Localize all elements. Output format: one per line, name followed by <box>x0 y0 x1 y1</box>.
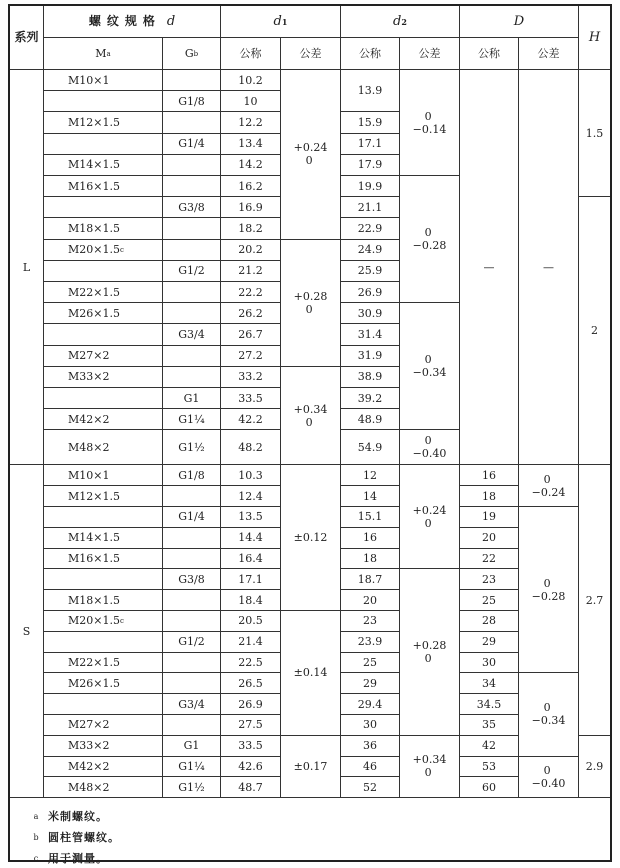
header-d2: d 2 <box>341 6 460 38</box>
d1-nominal-cell: 14.4 <box>221 528 281 549</box>
g-thread-cell <box>163 715 221 736</box>
D-nominal-cell: 18 <box>460 486 519 507</box>
d1-nominal-cell: 13.5 <box>221 507 281 528</box>
g-thread-cell: G1½ <box>163 430 221 465</box>
g-thread-cell: G1½ <box>163 777 221 798</box>
m-thread-value: M16×1.5 <box>68 551 120 565</box>
D-nominal-cell: 35 <box>460 715 519 736</box>
m-thread-cell <box>44 715 163 736</box>
D-tolerance-cell: — <box>519 70 579 465</box>
m-thread-cell <box>44 507 163 528</box>
g-thread-cell <box>163 653 221 674</box>
tolerance-stack <box>413 504 447 530</box>
D-nominal-cell: 34 <box>460 673 519 694</box>
D-nominal-cell: 19 <box>460 507 519 528</box>
d2-nominal-cell: 18.7 <box>341 569 400 590</box>
tolerance-upper: 0 <box>543 701 551 715</box>
g-thread-cell: G3/8 <box>163 569 221 590</box>
d2-nominal-cell: 52 <box>341 777 400 798</box>
m-thread-cell <box>44 176 163 197</box>
m-thread-cell <box>44 590 163 611</box>
m-thread-cell <box>44 134 163 155</box>
d2-nominal-cell: 30 <box>341 715 400 736</box>
d2-tolerance-cell <box>400 465 460 569</box>
H-cell: 2.9 <box>579 736 610 798</box>
tolerance-lower: 0 <box>424 652 432 666</box>
header-m-base: M <box>95 47 107 60</box>
footnote-item <box>10 848 610 868</box>
H-cell: 1.5 <box>579 70 610 197</box>
D-nominal-cell: 16 <box>460 465 519 486</box>
D-tolerance-cell <box>519 757 579 799</box>
g-thread-cell: G1/2 <box>163 261 221 282</box>
footnote-text: 米制螺纹。 <box>48 810 108 824</box>
m-thread-cell <box>44 155 163 176</box>
d2-tolerance-cell <box>400 430 460 465</box>
d1-nominal-cell: 16.2 <box>221 176 281 197</box>
d1-nominal-cell: 27.2 <box>221 346 281 367</box>
d1-nominal-cell: 22.2 <box>221 282 281 303</box>
d1-nominal-cell: 20.5 <box>221 611 281 632</box>
D-nominal-cell: 34.5 <box>460 694 519 715</box>
D-nominal-cell: 30 <box>460 653 519 674</box>
d1-nominal-cell: 17.1 <box>221 569 281 590</box>
header-d1: d 1 <box>221 6 341 38</box>
header-H <box>579 6 610 70</box>
m-thread-value: M26×1.5 <box>68 676 120 690</box>
d2-nominal-cell: 29.4 <box>341 694 400 715</box>
D-nominal-cell: 53 <box>460 757 519 778</box>
g-thread-cell: G1/2 <box>163 632 221 653</box>
m-thread-cell <box>44 486 163 507</box>
d2-nominal-cell: 30.9 <box>341 303 400 324</box>
d2-tolerance-cell <box>400 736 460 798</box>
d1-tolerance-cell <box>281 367 341 466</box>
series-label-L: L <box>10 70 44 465</box>
d1-nominal-cell: 33.5 <box>221 388 281 409</box>
tolerance-upper: +0.24 <box>412 503 447 517</box>
m-thread-cell <box>44 430 163 465</box>
d1-nominal-cell: 33.5 <box>221 736 281 757</box>
D-tolerance-cell <box>519 465 579 507</box>
d2-tolerance-cell <box>400 70 460 176</box>
d2-nominal-cell: 22.9 <box>341 218 400 239</box>
header-thread-spec-label: 螺纹规格 <box>88 14 161 28</box>
m-thread-value: M20×1.5 <box>68 243 120 257</box>
d2-nominal-cell: 23.9 <box>341 632 400 653</box>
tolerance-lower: 0 <box>305 415 313 429</box>
m-thread-cell: M20×1.5 c <box>44 611 163 632</box>
g-thread-cell <box>163 282 221 303</box>
d2-tolerance-cell <box>400 176 460 303</box>
d1-nominal-cell: 16.4 <box>221 549 281 570</box>
d2-nominal-cell: 18 <box>341 549 400 570</box>
tolerance-stack <box>413 226 447 252</box>
tolerance-value: ±0.14 <box>293 666 328 680</box>
d1-nominal-cell: 33.2 <box>221 367 281 388</box>
header-H-label: H <box>588 30 601 45</box>
d2-nominal-cell: 29 <box>341 673 400 694</box>
header-d2-nominal: 公称 <box>341 38 400 70</box>
H-cell: 2 <box>579 197 610 465</box>
d1-tolerance-cell <box>281 465 341 611</box>
D-nominal-cell: 25 <box>460 590 519 611</box>
header-d1-tolerance: 公差 <box>281 38 341 70</box>
g-thread-cell: G1 <box>163 388 221 409</box>
footnote-mark: c <box>33 853 39 863</box>
g-thread-cell <box>163 346 221 367</box>
m-thread-cell <box>44 112 163 133</box>
H-cell: 2.7 <box>579 465 610 735</box>
d1-nominal-cell: 26.2 <box>221 303 281 324</box>
m-thread-cell <box>44 324 163 345</box>
m-thread-cell <box>44 367 163 388</box>
d1-nominal-cell: 26.5 <box>221 673 281 694</box>
tolerance-stack <box>413 639 447 665</box>
tolerance-lower: −0.14 <box>412 122 447 136</box>
tolerance-upper: 0 <box>424 353 432 367</box>
footnote-item <box>10 827 610 847</box>
m-thread-value: M10×1 <box>68 468 110 482</box>
d1-nominal-cell: 21.2 <box>221 261 281 282</box>
m-thread-cell <box>44 282 163 303</box>
m-thread-cell <box>44 303 163 324</box>
d2-nominal-cell: 19.9 <box>341 176 400 197</box>
tolerance-lower: 0 <box>305 154 313 168</box>
m-thread-value: M12×1.5 <box>68 489 120 503</box>
m-thread-cell <box>44 757 163 778</box>
d1-nominal-cell: 42.6 <box>221 757 281 778</box>
m-thread-cell <box>44 632 163 653</box>
D-nominal-cell: 20 <box>460 528 519 549</box>
d2-nominal-cell: 21.1 <box>341 197 400 218</box>
g-thread-cell: G1/4 <box>163 507 221 528</box>
d2-nominal-cell: 14 <box>341 486 400 507</box>
D-nominal-cell: 23 <box>460 569 519 590</box>
d2-nominal-cell: 48.9 <box>341 409 400 430</box>
d1-nominal-cell: 18.4 <box>221 590 281 611</box>
D-nominal-cell: 22 <box>460 549 519 570</box>
tolerance-upper: +0.24 <box>293 141 328 155</box>
d1-nominal-cell: 21.4 <box>221 632 281 653</box>
tolerance-value: ±0.17 <box>293 759 328 773</box>
d2-nominal-cell: 20 <box>341 590 400 611</box>
D-nominal-cell: 28 <box>460 611 519 632</box>
d1-nominal-cell: 10 <box>221 91 281 112</box>
d2-nominal-cell: 17.1 <box>341 134 400 155</box>
m-thread-cell: M20×1.5 c <box>44 240 163 261</box>
d1-nominal-cell: 48.2 <box>221 430 281 465</box>
d2-nominal-cell: 25 <box>341 653 400 674</box>
g-thread-cell <box>163 673 221 694</box>
m-thread-value: M42×2 <box>68 759 110 773</box>
D-nominal-cell: — <box>460 70 519 465</box>
tolerance-upper: +0.34 <box>412 753 447 767</box>
header-d1-base: d <box>273 14 282 29</box>
thread-spec-table <box>8 4 612 866</box>
tolerance-lower: −0.40 <box>531 776 566 790</box>
g-thread-cell: G3/4 <box>163 324 221 345</box>
m-thread-value: M20×1.5 <box>68 614 120 628</box>
header-thread-spec-var: d <box>166 14 176 29</box>
tolerance-stack <box>294 290 328 316</box>
g-thread-cell <box>163 528 221 549</box>
d1-nominal-cell: 14.2 <box>221 155 281 176</box>
m-thread-value: M12×1.5 <box>68 115 120 129</box>
g-thread-cell: G1¼ <box>163 409 221 430</box>
tolerance-lower: −0.28 <box>531 589 566 603</box>
tolerance-lower: −0.40 <box>412 447 447 461</box>
m-thread-value: M14×1.5 <box>68 158 120 172</box>
m-thread-value: M14×1.5 <box>68 531 120 545</box>
g-thread-cell: G1¼ <box>163 757 221 778</box>
m-thread-cell <box>44 91 163 112</box>
m-thread-cell <box>44 70 163 91</box>
tolerance-stack <box>294 403 328 429</box>
d2-nominal-cell: 46 <box>341 757 400 778</box>
g-thread-cell <box>163 70 221 91</box>
footnote-item <box>10 806 610 826</box>
footnote-text: 圆柱管螺纹。 <box>48 831 120 845</box>
d2-nominal-cell: 24.9 <box>341 240 400 261</box>
tolerance-upper: 0 <box>424 109 432 123</box>
d2-nominal-cell: 13.9 <box>341 70 400 112</box>
d1-tolerance-cell <box>281 240 341 367</box>
g-thread-cell <box>163 240 221 261</box>
header-D <box>460 6 579 38</box>
tolerance-stack <box>532 577 566 603</box>
d1-nominal-cell: 16.9 <box>221 197 281 218</box>
g-thread-cell: G1/4 <box>163 134 221 155</box>
header-d1-nominal: 公称 <box>221 38 281 70</box>
tolerance-upper: 0 <box>543 472 551 486</box>
g-thread-cell <box>163 155 221 176</box>
m-thread-cell <box>44 409 163 430</box>
tolerance-stack <box>532 701 566 727</box>
tolerance-lower: 0 <box>424 766 432 780</box>
m-thread-value: M33×2 <box>68 739 110 753</box>
tolerance-lower: −0.28 <box>412 239 447 253</box>
header-g-base: G <box>184 47 194 60</box>
m-thread-value: M33×2 <box>68 370 110 384</box>
d1-nominal-cell: 12.4 <box>221 486 281 507</box>
tolerance-value: ±0.12 <box>293 531 328 545</box>
d2-nominal-cell: 39.2 <box>341 388 400 409</box>
m-thread-cell <box>44 736 163 757</box>
tolerance-stack <box>413 110 447 136</box>
m-thread-cell <box>44 218 163 239</box>
tolerance-stack <box>532 473 566 499</box>
d2-nominal-cell: 17.9 <box>341 155 400 176</box>
D-nominal-cell: 42 <box>460 736 519 757</box>
d1-nominal-cell: 48.7 <box>221 777 281 798</box>
d1-nominal-cell: 18.2 <box>221 218 281 239</box>
m-thread-value: M18×1.5 <box>68 221 120 235</box>
m-thread-value: M42×2 <box>68 412 110 426</box>
header-series: 系列 <box>10 6 44 70</box>
g-thread-cell <box>163 611 221 632</box>
d2-tolerance-cell <box>400 303 460 430</box>
g-thread-cell: G3/8 <box>163 197 221 218</box>
tolerance-stack <box>294 141 328 167</box>
g-thread-cell <box>163 112 221 133</box>
m-thread-cell <box>44 261 163 282</box>
m-thread-cell <box>44 388 163 409</box>
d1-tolerance-cell <box>281 611 341 736</box>
g-thread-cell: G1/8 <box>163 91 221 112</box>
tolerance-upper: +0.28 <box>293 289 328 303</box>
d1-nominal-cell: 22.5 <box>221 653 281 674</box>
g-thread-cell <box>163 303 221 324</box>
d1-nominal-cell: 26.7 <box>221 324 281 345</box>
g-thread-cell <box>163 367 221 388</box>
g-thread-cell <box>163 218 221 239</box>
tolerance-stack <box>294 760 328 773</box>
d2-nominal-cell: 25.9 <box>341 261 400 282</box>
tolerance-stack <box>294 666 328 679</box>
tolerance-stack <box>413 753 447 779</box>
footnote-mark: a <box>33 811 39 821</box>
d1-tolerance-cell <box>281 736 341 798</box>
d2-nominal-cell: 12 <box>341 465 400 486</box>
tolerance-stack <box>532 764 566 790</box>
d2-tolerance-cell <box>400 569 460 735</box>
tolerance-lower: −0.24 <box>531 485 566 499</box>
d1-nominal-cell: 13.4 <box>221 134 281 155</box>
m-thread-value: M26×1.5 <box>68 306 120 320</box>
m-thread-cell <box>44 197 163 218</box>
m-thread-value: M16×1.5 <box>68 179 120 193</box>
g-thread-cell: G3/4 <box>163 694 221 715</box>
d2-nominal-cell: 26.9 <box>341 282 400 303</box>
m-thread-value: M48×2 <box>68 780 110 794</box>
tolerance-upper: 0 <box>424 226 432 240</box>
D-nominal-cell: 29 <box>460 632 519 653</box>
tolerance-upper: +0.28 <box>412 639 447 653</box>
D-nominal-cell: 60 <box>460 777 519 798</box>
m-thread-value: M27×2 <box>68 349 110 363</box>
d1-nominal-cell: 42.2 <box>221 409 281 430</box>
header-D-tolerance: 公差 <box>519 38 579 70</box>
tolerance-upper: 0 <box>424 434 432 448</box>
d1-nominal-cell: 20.2 <box>221 240 281 261</box>
d1-nominal-cell: 27.5 <box>221 715 281 736</box>
g-thread-cell: G1/8 <box>163 465 221 486</box>
d2-nominal-cell: 31.4 <box>341 324 400 345</box>
m-thread-cell <box>44 777 163 798</box>
d1-nominal-cell: 10.2 <box>221 70 281 91</box>
footnote-mark: b <box>33 832 39 842</box>
d2-nominal-cell: 23 <box>341 611 400 632</box>
g-thread-cell <box>163 549 221 570</box>
tolerance-lower: 0 <box>424 516 432 530</box>
m-thread-value: M22×1.5 <box>68 285 120 299</box>
header-d2-base: d <box>393 14 402 29</box>
header-g: G b <box>163 38 221 70</box>
tolerance-stack <box>294 531 328 544</box>
m-thread-cell <box>44 569 163 590</box>
m-thread-cell <box>44 549 163 570</box>
header-thread-spec <box>44 6 221 38</box>
tolerance-upper: 0 <box>543 576 551 590</box>
m-thread-value: M18×1.5 <box>68 593 120 607</box>
m-thread-cell <box>44 528 163 549</box>
header-m: M a <box>44 38 163 70</box>
D-tolerance-cell <box>519 673 579 756</box>
d2-nominal-cell: 36 <box>341 736 400 757</box>
m-thread-value: M27×2 <box>68 718 110 732</box>
d2-nominal-cell: 31.9 <box>341 346 400 367</box>
footnotes <box>10 798 610 866</box>
d2-nominal-cell: 15.1 <box>341 507 400 528</box>
g-thread-cell <box>163 590 221 611</box>
series-label-S: S <box>10 465 44 798</box>
d1-tolerance-cell <box>281 70 341 240</box>
m-thread-value: M10×1 <box>68 73 110 87</box>
d2-nominal-cell: 54.9 <box>341 430 400 465</box>
d2-nominal-cell: 15.9 <box>341 112 400 133</box>
d2-nominal-cell: 38.9 <box>341 367 400 388</box>
g-thread-cell: G1 <box>163 736 221 757</box>
header-D-label: D <box>513 14 525 29</box>
tolerance-stack <box>413 353 447 379</box>
g-thread-cell <box>163 176 221 197</box>
tolerance-lower: −0.34 <box>412 366 447 380</box>
m-thread-cell <box>44 653 163 674</box>
tolerance-lower: −0.34 <box>531 714 566 728</box>
d1-nominal-cell: 12.2 <box>221 112 281 133</box>
d1-nominal-cell: 26.9 <box>221 694 281 715</box>
d1-nominal-cell: 10.3 <box>221 465 281 486</box>
header-D-nominal: 公称 <box>460 38 519 70</box>
tolerance-upper: 0 <box>543 763 551 777</box>
header-d2-tolerance: 公差 <box>400 38 460 70</box>
m-thread-cell <box>44 346 163 367</box>
m-thread-cell <box>44 694 163 715</box>
m-thread-cell <box>44 465 163 486</box>
m-thread-value: M48×2 <box>68 440 110 454</box>
tolerance-upper: +0.34 <box>293 402 328 416</box>
m-thread-cell <box>44 673 163 694</box>
d2-nominal-cell: 16 <box>341 528 400 549</box>
tolerance-stack <box>413 434 447 460</box>
tolerance-lower: 0 <box>305 302 313 316</box>
D-tolerance-cell <box>519 507 579 673</box>
g-thread-cell <box>163 486 221 507</box>
m-thread-value: M22×1.5 <box>68 655 120 669</box>
footnote-text: 用于测量。 <box>48 852 108 866</box>
